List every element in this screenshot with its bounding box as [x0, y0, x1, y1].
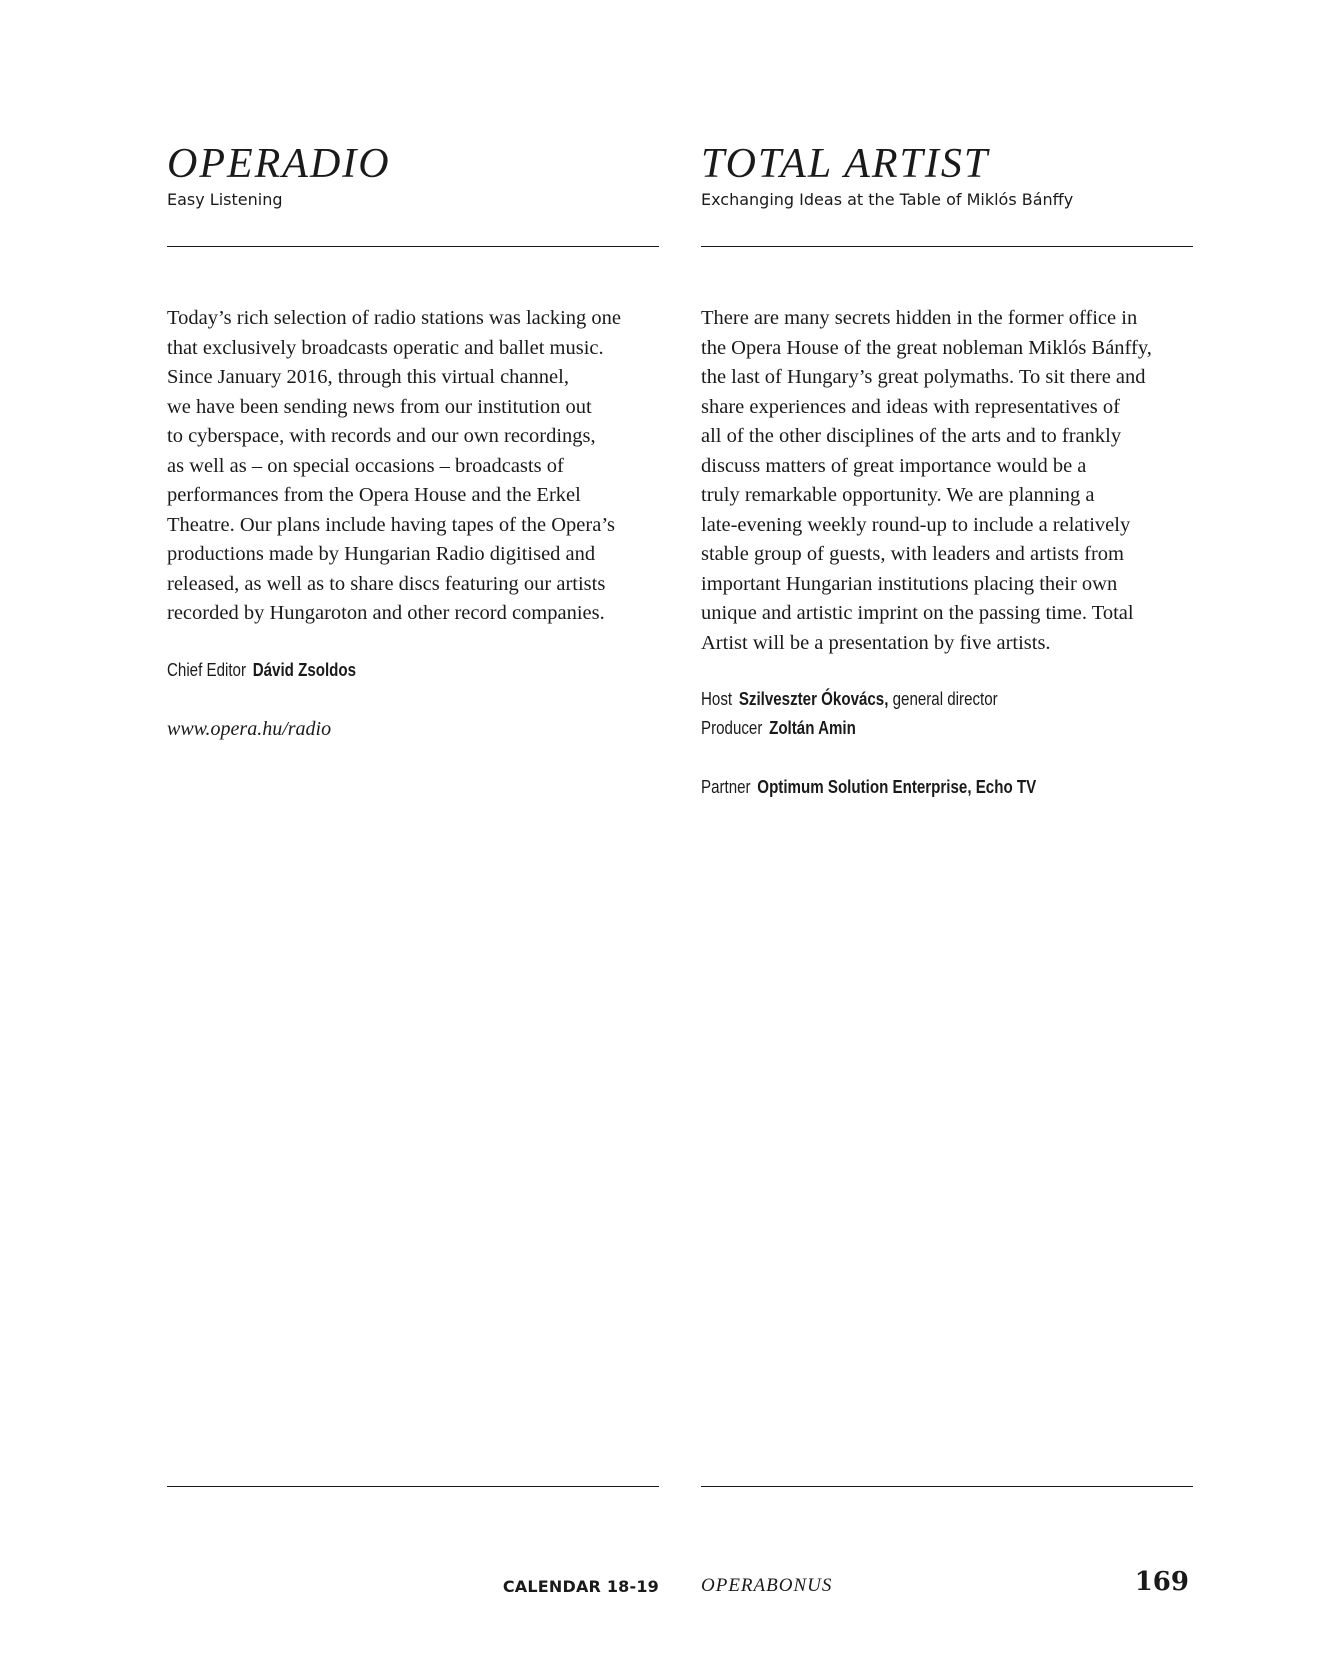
body-line: late-evening weekly round-up to include a relatively	[701, 513, 1131, 536]
body-line: Artist will be a presentation by five artists.	[701, 631, 1051, 654]
chief-editor-credit	[167, 659, 356, 681]
operadio-url-link[interactable]: www.opera.hu/radio	[167, 718, 332, 740]
host-role: Host	[701, 689, 733, 709]
body-line: the Opera House of the great nobleman Miklós Bánffy,	[701, 336, 1152, 359]
body-line: share experiences and ideas with representatives of	[701, 395, 1120, 418]
operadio-body	[167, 304, 659, 629]
total-artist-subtitle: Exchanging Ideas at the Table of Miklós Bánffy	[701, 190, 1074, 209]
partner-credit	[701, 776, 1036, 798]
page-number: 169	[1134, 1567, 1189, 1597]
operadio-title: OPERADIO	[167, 141, 391, 187]
body-line: unique and artistic imprint on the passing time. Total	[701, 602, 1134, 624]
body-line: Since January 2016, through this virtual channel,	[167, 366, 569, 388]
body-line: stable group of guests, with leaders and artists from	[701, 543, 1125, 565]
body-line: truly remarkable opportunity. We are planning a	[701, 484, 1095, 506]
total-artist-title: TOTAL ARTIST	[701, 141, 990, 187]
producer-name: Zoltán Amin	[769, 718, 856, 738]
body-line: Today’s rich selection of radio stations was lacking one	[167, 307, 622, 329]
body-line: released, as well as to share discs featuring our artists	[167, 572, 606, 595]
total-artist-top-rule	[701, 246, 1193, 247]
body-line: all of the other disciplines of the arts and to frankly	[701, 425, 1122, 447]
footer-calendar-label: CALENDAR 18-19	[502, 1577, 659, 1596]
body-line: productions made by Hungarian Radio digitised and	[167, 543, 596, 565]
body-line: to cyberspace, with records and our own recordings,	[167, 425, 596, 447]
body-line: There are many secrets hidden in the former office in	[701, 307, 1138, 329]
body-line: the last of Hungary’s great polymaths. To sit there and	[701, 366, 1146, 388]
total-artist-body	[701, 304, 1193, 658]
host-credit	[701, 688, 998, 710]
chief-editor-role: Chief Editor	[167, 660, 246, 680]
operadio-subtitle: Easy Listening	[167, 190, 283, 209]
body-line: recorded by Hungaroton and other record companies.	[167, 602, 605, 624]
operadio-bottom-rule	[167, 1486, 659, 1487]
body-line: important Hungarian institutions placing their own	[701, 572, 1118, 595]
host-name: Szilveszter Ókovács,	[738, 689, 889, 709]
body-line: we have been sending news from our institution out	[167, 395, 592, 418]
body-line: discuss matters of great importance would be a	[701, 454, 1087, 477]
total-artist-bottom-rule	[701, 1486, 1193, 1487]
footer-brand: OPERABONUS	[701, 1575, 833, 1596]
host-title: general director	[892, 689, 998, 709]
producer-role: Producer	[701, 718, 763, 738]
chief-editor-name: Dávid Zsoldos	[252, 660, 357, 680]
partner-role: Partner	[701, 777, 751, 797]
producer-credit	[701, 717, 856, 739]
partner-name: Optimum Solution Enterprise, Echo TV	[757, 777, 1037, 797]
body-line: that exclusively broadcasts operatic and ballet music.	[167, 336, 604, 359]
body-line: Theatre. Our plans include having tapes of the Opera’s	[167, 513, 615, 536]
body-line: as well as – on special occasions – broadcasts of	[167, 454, 564, 477]
operadio-top-rule	[167, 246, 659, 247]
body-line: performances from the Opera House and the Erkel	[167, 484, 581, 506]
